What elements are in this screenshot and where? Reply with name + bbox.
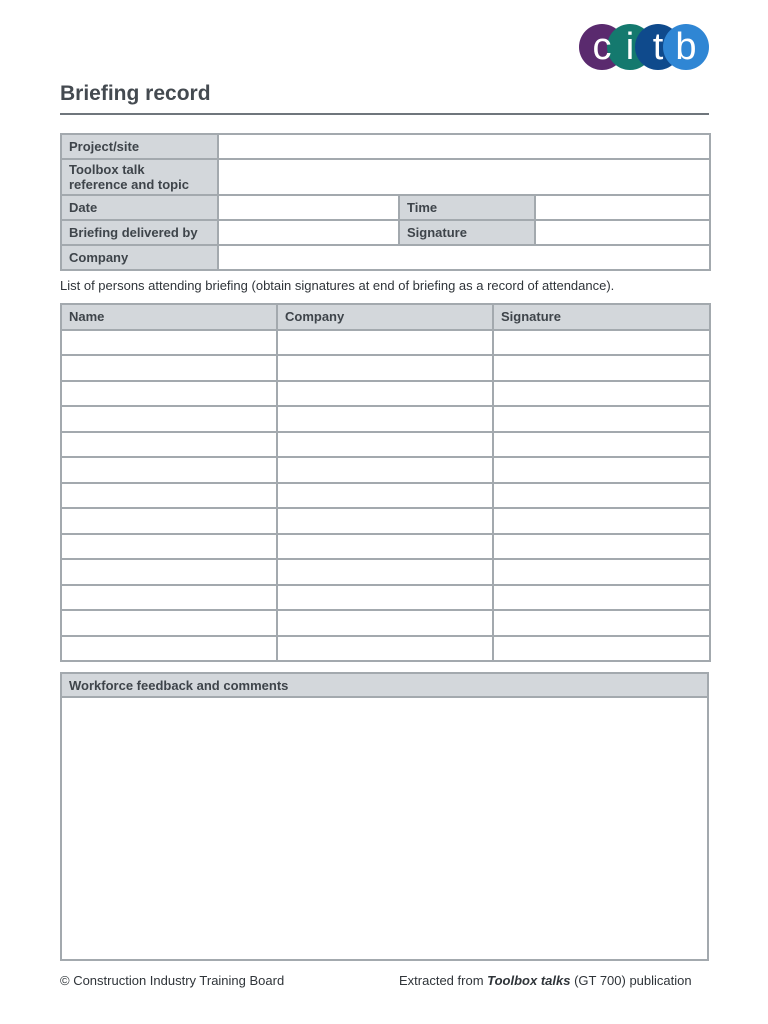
company-label: Company	[61, 245, 218, 270]
signature-cell[interactable]	[493, 330, 710, 356]
company-cell[interactable]	[277, 406, 493, 432]
name-cell[interactable]	[61, 610, 277, 636]
company-cell[interactable]	[277, 534, 493, 560]
company-cell[interactable]	[277, 432, 493, 458]
table-row	[61, 508, 710, 534]
table-row	[61, 636, 710, 662]
name-cell[interactable]	[61, 636, 277, 662]
title-divider	[60, 113, 709, 115]
footer-source	[399, 973, 692, 988]
page-title: Briefing record	[60, 82, 211, 105]
table-row	[61, 381, 710, 407]
company-cell[interactable]	[277, 559, 493, 585]
table-row	[61, 585, 710, 611]
project-field[interactable]	[218, 134, 710, 159]
name-cell[interactable]	[61, 508, 277, 534]
feedback-header: Workforce feedback and comments	[62, 674, 707, 698]
signature-cell[interactable]	[493, 355, 710, 381]
company-cell[interactable]	[277, 483, 493, 509]
table-row	[61, 330, 710, 356]
logo-letter-t: t	[652, 26, 664, 68]
signature-cell[interactable]	[493, 585, 710, 611]
signature-cell[interactable]	[493, 636, 710, 662]
company-cell[interactable]	[277, 585, 493, 611]
signature-cell[interactable]	[493, 457, 710, 483]
delivered-by-field[interactable]	[218, 220, 399, 245]
table-row	[61, 534, 710, 560]
name-cell[interactable]	[61, 585, 277, 611]
logo-letter-c: c	[592, 26, 612, 68]
delivered-row	[61, 220, 710, 245]
signature-cell[interactable]	[493, 483, 710, 509]
signature-label: Signature	[399, 220, 535, 245]
date-field[interactable]	[218, 195, 399, 220]
company-cell[interactable]	[277, 610, 493, 636]
table-row	[61, 457, 710, 483]
company-cell[interactable]	[277, 381, 493, 407]
attendance-rows	[61, 330, 710, 662]
signature-cell[interactable]	[493, 610, 710, 636]
attendance-table	[60, 303, 711, 662]
attendance-header-row	[61, 304, 710, 330]
company-column-header: Company	[277, 304, 493, 330]
signature-cell[interactable]	[493, 508, 710, 534]
briefing-info-table	[60, 133, 711, 271]
project-label: Project/site	[61, 134, 218, 159]
footer-copyright: © Construction Industry Training Board	[60, 973, 285, 988]
signature-cell[interactable]	[493, 381, 710, 407]
footer-source-suffix: (GT 700) publication	[570, 973, 692, 988]
name-cell[interactable]	[61, 406, 277, 432]
company-cell[interactable]	[277, 508, 493, 534]
table-row	[61, 432, 710, 458]
footer-source-title: Toolbox talks	[487, 973, 571, 988]
date-label: Date	[61, 195, 218, 220]
company-cell[interactable]	[277, 636, 493, 662]
feedback-box	[60, 672, 709, 961]
table-row	[61, 406, 710, 432]
name-column-header: Name	[61, 304, 277, 330]
attendance-note: List of persons attending briefing (obtain signatures at end of briefing as a record of attendance).	[60, 278, 615, 293]
company-cell[interactable]	[277, 330, 493, 356]
signature-field[interactable]	[535, 220, 710, 245]
signature-column-header: Signature	[493, 304, 710, 330]
table-row	[61, 559, 710, 585]
company-row	[61, 245, 710, 270]
signature-cell[interactable]	[493, 406, 710, 432]
company-field[interactable]	[218, 245, 710, 270]
feedback-field[interactable]	[62, 698, 707, 959]
name-cell[interactable]	[61, 534, 277, 560]
company-cell[interactable]	[277, 457, 493, 483]
name-cell[interactable]	[61, 559, 277, 585]
table-row	[61, 355, 710, 381]
date-time-row	[61, 195, 710, 220]
signature-cell[interactable]	[493, 432, 710, 458]
time-field[interactable]	[535, 195, 710, 220]
footer-source-prefix: Extracted from	[399, 973, 488, 988]
signature-cell[interactable]	[493, 534, 710, 560]
company-cell[interactable]	[277, 355, 493, 381]
signature-cell[interactable]	[493, 559, 710, 585]
logo-letter-b: b	[675, 26, 697, 68]
citb-logo	[578, 23, 710, 71]
name-cell[interactable]	[61, 483, 277, 509]
toolbox-label-line2: reference and topic	[69, 177, 189, 192]
name-cell[interactable]	[61, 381, 277, 407]
name-cell[interactable]	[61, 457, 277, 483]
toolbox-row	[61, 159, 710, 195]
table-row	[61, 610, 710, 636]
toolbox-field[interactable]	[218, 159, 710, 195]
delivered-by-label: Briefing delivered by	[61, 220, 218, 245]
name-cell[interactable]	[61, 432, 277, 458]
project-row	[61, 134, 710, 159]
name-cell[interactable]	[61, 355, 277, 381]
logo-letter-i: i	[625, 26, 635, 68]
table-row	[61, 483, 710, 509]
toolbox-label	[61, 159, 218, 195]
toolbox-label-line1: Toolbox talk	[69, 162, 145, 177]
time-label: Time	[399, 195, 535, 220]
name-cell[interactable]	[61, 330, 277, 356]
